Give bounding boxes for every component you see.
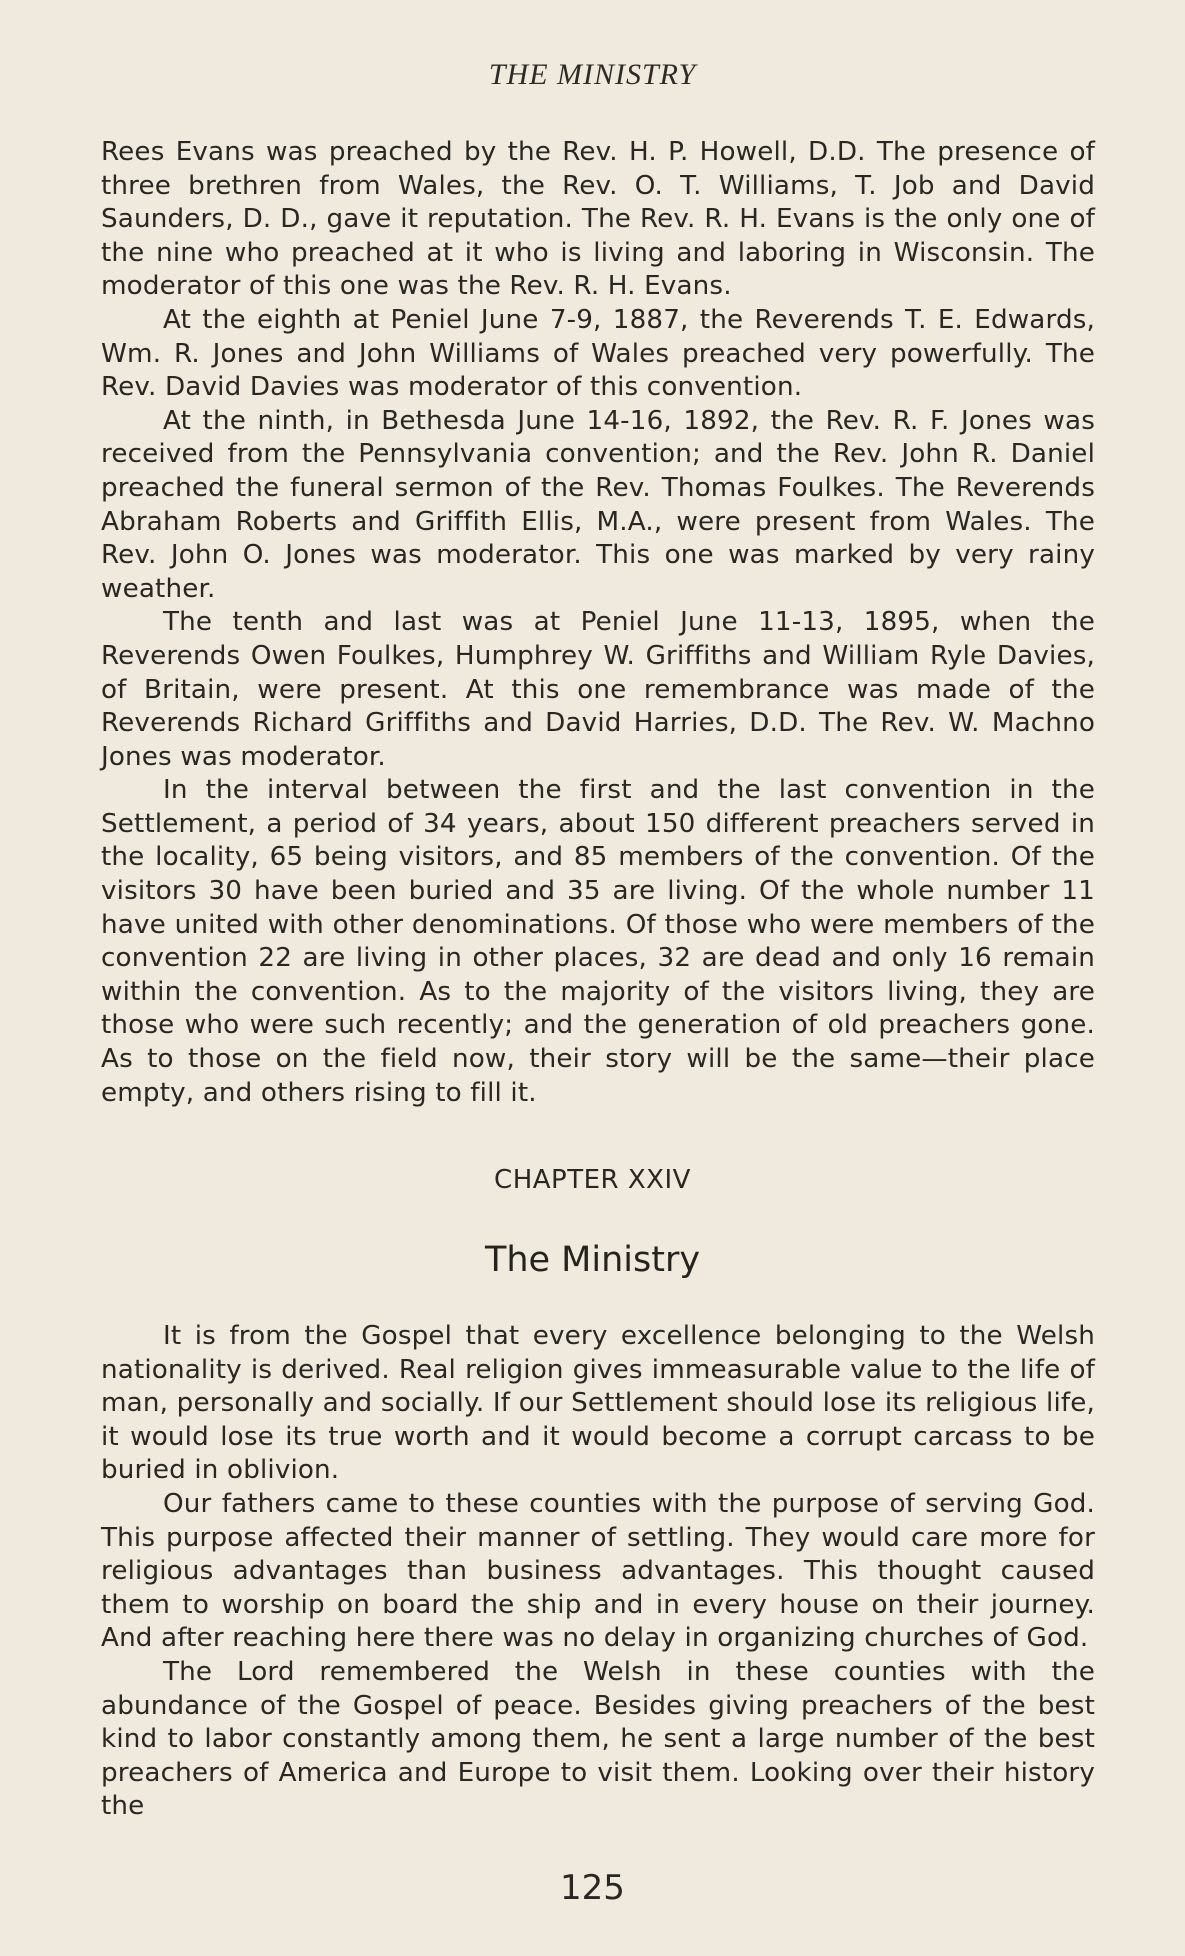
- paragraph-eighth-convention: At the eighth at Peniel June 7-9, 1887, the Reverends T. E. Edwards, Wm. R. Jones and John Williams of Wales preached very powerfully. The Rev. David Davies was moderator of this convention.: [101, 304, 1095, 403]
- paragraph-fathers-purpose: Our fathers came to these counties with the purpose of serving God. This purpose affected their manner of settling. They would care more for religious advantages than business advantages. This thought caused them to worship on board the ship and in every house on their journey. And after reaching here there was no delay in organizing churches of God.: [101, 1488, 1095, 1654]
- chapter-label: CHAPTER XXIV: [494, 1165, 691, 1195]
- paragraph-lord-remembered: The Lord remembered the Welsh in these counties with the abundance of the Gospel of peace. Besides giving preachers of the best kind to labor constantly among them, he sent a large number of the best preachers of America and Europe to visit them. Looking over their history the: [101, 1656, 1095, 1822]
- running-head: THE MINISTRY: [488, 58, 697, 91]
- page-number: 125: [560, 1868, 625, 1908]
- text-block-bottom: [101, 1320, 1095, 1824]
- text-block-top: [101, 136, 1095, 1110]
- paragraph-ninth-convention: At the ninth, in Bethesda June 14-16, 1892, the Rev. R. F. Jones was received from the Pennsylvania convention; and the Rev. John R. Daniel preached the funeral sermon of the Rev. Thomas Foulkes. The Reverends Abraham Roberts and Griffith Ellis, M.A., were present from Wales. The Rev. John O. Jones was moderator. This one was marked by very rainy weather.: [101, 405, 1095, 604]
- paragraph-rees-evans: Rees Evans was preached by the Rev. H. P. Howell, D.D. The presence of three brethren from Wales, the Rev. O. T. Williams, T. Job and David Saunders, D. D., gave it reputation. The Rev. R. H. Evans is the only one of the nine who preached at it who is living and laboring in Wisconsin. The moderator of this one was the Rev. R. H. Evans.: [101, 137, 1095, 302]
- paragraph-tenth-convention: The tenth and last was at Peniel June 11-13, 1895, when the Reverends Owen Foulkes, Humphrey W. Griffiths and William Ryle Davies, of Britain, were present. At this one remembrance was made of the Reverends Richard Griffiths and David Harries, D.D. The Rev. W. Machno Jones was moderator.: [101, 607, 1095, 772]
- chapter-title: The Ministry: [484, 1240, 701, 1280]
- paragraph-gospel-excellence: It is from the Gospel that every excellence belonging to the Welsh nationality is derived. Real religion gives immeasurable value to the life of man, personally and socially. If our Settlement should lose its religious life, it would lose its true worth and it would become a corrupt carcass to be buried in oblivion.: [101, 1321, 1095, 1486]
- paragraph-interval-summary: In the interval between the first and the last convention in the Settlement, a period of 34 years, about 150 different preachers served in the locality, 65 being visitors, and 85 members of the convention. Of the visitors 30 have been buried and 35 are living. Of the whole number 11 have united with other denominations. Of those who were members of the convention 22 are living in other places, 32 are dead and only 16 remain within the convention. As to the majority of the visitors living, they are those who were such recently; and the generation of old preachers gone. As to those on the field now, their story will be the same—their place empty, and others rising to fill it.: [101, 775, 1095, 1108]
